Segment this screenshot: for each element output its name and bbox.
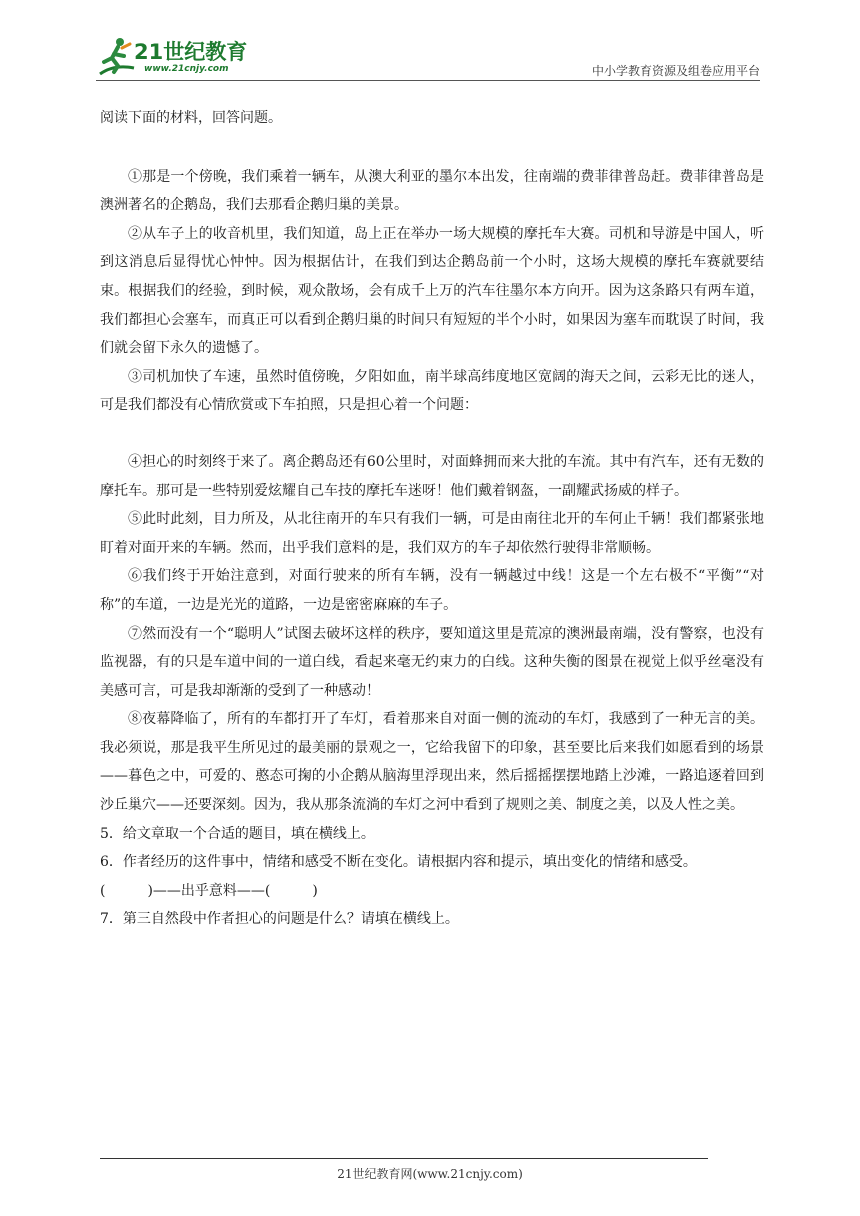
- logo-title: 21世纪教育: [134, 40, 248, 64]
- logo: [96, 34, 266, 80]
- paragraph-4: ④担心的时刻终于来了。离企鹅岛还有60公里时，对面蜂拥而来大批的车流。其中有汽车，还有无数的摩托车。那可是一些特别爱炫耀自己车技的摩托车迷呀！他们戴着钢盔，一副耀武扬威的样子。: [100, 453, 764, 499]
- paragraph-3: ③司机加快了车速，虽然时值傍晚，夕阳如血，南半球高纬度地区宽阔的海天之间，云彩无比的迷人，可是我们都没有心情欣赏或下车拍照，只是担心着一个问题：: [100, 368, 764, 414]
- paragraph-7: ⑦然而没有一个“聪明人”试图去破坏这样的秩序，要知道这里是荒凉的澳洲最南端，没有警察，也没有监视器，有的只是车道中间的一道白线，看起来毫无约束力的白线。这种失衡的图景在视觉上似乎丝毫没有美感可言，可是我却渐渐的受到了一种感动！: [100, 625, 764, 699]
- footer-divider: [100, 1158, 708, 1159]
- question-7: 7．第三自然段中作者担心的问题是什么？请填在横线上。: [100, 911, 459, 928]
- paragraph-2: ②从车子上的收音机里，我们知道，岛上正在举办一场大规模的摩托车大赛。司机和导游是中国人，听到这消息后显得忧心忡忡。因为根据估计，在我们到达企鹅岛前一个小时，这场大规模的摩托车赛就要结束。根据我们的经验，到时候，观众散场，会有成千上万的汽车往墨尔本方向开。因为这条路只有两车道，我们都担心会塞车，而真正可以看到企鹅归巢的时间只有短短的半个小时，如果因为塞车而耽误了时间，我们就会留下永久的遗憾了。: [100, 225, 764, 357]
- question-6-fill: ( )——出乎意料——( ): [100, 882, 318, 899]
- page-header: [96, 34, 760, 84]
- question-5: 5．给文章取一个合适的题目，填在横线上。: [100, 825, 375, 842]
- question-6: 6．作者经历的这件事中，情绪和感受不断在变化。请根据内容和提示，填出变化的情绪和感受。: [100, 854, 697, 871]
- runner-logo-icon: [96, 34, 136, 80]
- document-body: [100, 104, 764, 934]
- spacer: [100, 133, 764, 163]
- page-footer: 21世纪教育网(www.21cnjy.com): [337, 1167, 523, 1181]
- questions: [100, 820, 764, 934]
- paragraph-1: ①那是一个傍晚，我们乘着一辆车，从澳大利亚的墨尔本出发，往南端的费菲律普岛赶。费菲律普岛是澳洲著名的企鹅岛，我们去那看企鹅归巢的美景。: [100, 168, 764, 214]
- paragraph-5: ⑤此时此刻，目力所及，从北往南开的车只有我们一辆，可是由南往北开的车何止千辆！我们都紧张地盯着对面开来的车辆。然而，出乎我们意料的是，我们双方的车子却依然行驶得非常顺畅。: [100, 511, 764, 556]
- instruction: 阅读下面的材料，回答问题。: [100, 110, 282, 126]
- header-divider: [96, 80, 760, 81]
- paragraph-8: ⑧夜幕降临了，所有的车都打开了车灯，看着那来自对面一侧的流动的车灯，我感到了一种无言的美。我必须说，那是我平生所见过的最美丽的景观之一，它给我留下的印象，甚至要比后来我们如愿看到的场景——暮色之中，可爱的、憨态可掬的小企鹅从脑海里浮现出来，然后摇摇摆摆地踏上沙滩，一路追逐着回到沙丘巢穴——还要深刻。因为，我从那条流淌的车灯之河中看到了规则之美、制度之美，以及人性之美。: [100, 711, 764, 814]
- logo-url: www.21cnjy.com: [144, 64, 229, 74]
- platform-name: 中小学教育资源及组卷应用平台: [591, 64, 760, 78]
- blank-line: [100, 420, 764, 448]
- paragraph-6: ⑥我们终于开始注意到，对面行驶来的所有车辆，没有一辆越过中线！这是一个左右极不“平衡”“对称”的车道，一边是光光的道路，一边是密密麻麻的车子。: [100, 568, 764, 613]
